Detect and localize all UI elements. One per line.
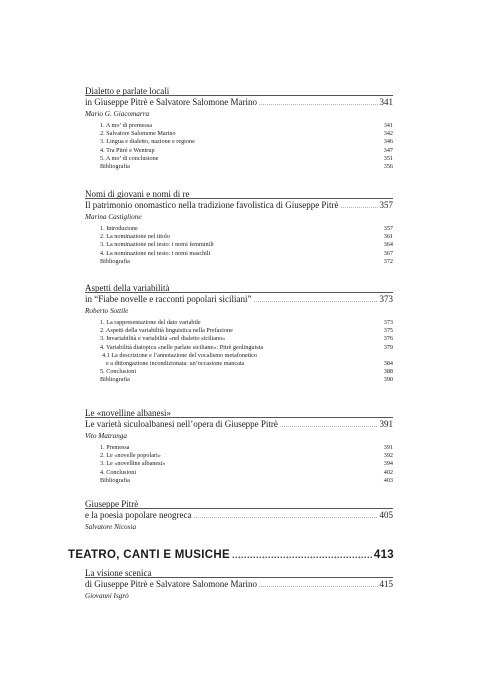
toc-subentry-label: 2. Le «novelle popolari» xyxy=(100,452,161,460)
dot-leader xyxy=(193,512,377,523)
toc-subentry-page: 346 xyxy=(383,138,393,146)
toc-subentry-label: 4. La nominazione nel testo: i nomi maschili xyxy=(100,249,211,257)
dot-leader xyxy=(232,548,372,562)
toc-entry-page: 357 xyxy=(379,200,393,210)
toc-entry-title-line xyxy=(85,200,393,213)
toc-entry-title: in “Fiabe novelle e racconti popolari siciliani” xyxy=(85,294,252,304)
title-rule xyxy=(85,508,393,509)
dot-leader xyxy=(259,99,378,110)
toc-subentry-label: 3. Invariabilità e variabilità «nel dialetto siciliano» xyxy=(100,335,226,343)
toc-entry-page: 391 xyxy=(379,419,393,429)
toc-subentry-label: Bibliografia xyxy=(100,476,130,484)
toc-entry-page: 415 xyxy=(379,579,393,589)
toc-subentry-page: 361 xyxy=(383,233,393,241)
toc-subentry-label: 2. Salvatore Salomone Marino xyxy=(100,130,176,138)
toc-entry-author: Vito Matranga xyxy=(85,432,127,440)
toc-entry-author: Marina Castiglione xyxy=(85,213,142,221)
toc-subentry-label: 1. A mo’ di premessa xyxy=(100,122,152,129)
toc-subentry-label: 4. Conclusioni xyxy=(100,468,137,476)
toc-subentry-label: 3. Lingua e dialetto, nazione e regione xyxy=(100,138,195,146)
toc-entry-title: Aspetti della variabilità xyxy=(85,283,170,293)
toc-entry-author: Salvatore Nicosia xyxy=(85,523,137,531)
toc-subentry-label: e a dittongazione incondizionata: un’occasione mancata xyxy=(106,360,245,367)
toc-subentry-page: 372 xyxy=(383,257,393,265)
toc-subentry-page: 364 xyxy=(383,241,393,249)
toc-subentry-page: 388 xyxy=(383,368,393,376)
toc-subentry-page: 342 xyxy=(383,130,393,138)
toc-entry-title: La visione scenica xyxy=(85,568,152,578)
section-page: 413 xyxy=(373,549,394,561)
toc-subentry-label: 4. Variabilità diatopica «nelle parlate siciliane»: Pitrè geolinguista xyxy=(100,343,264,351)
toc-entry-title: in Giuseppe Pitrè e Salvatore Salomone Marino xyxy=(85,97,257,107)
toc-subentry-page: 384 xyxy=(383,360,393,367)
toc-subentry-label: 1. Introduzione xyxy=(100,225,138,232)
toc-subentry-page: 391 xyxy=(383,444,393,451)
toc-entry-page: 405 xyxy=(379,510,393,520)
toc-subentry-page: 375 xyxy=(383,327,393,335)
toc-entry-title: Giuseppe Pitrè xyxy=(85,499,139,509)
toc-subentry-label: 2. Aspetti della variabilità linguistica nella Prefazione xyxy=(100,327,233,335)
section-heading xyxy=(68,548,394,562)
toc-subentry-page: 392 xyxy=(383,452,393,460)
toc-entry-author: Giovanni Isgrò xyxy=(85,592,129,600)
title-rule xyxy=(85,198,393,199)
toc-subentry-page: 347 xyxy=(383,146,393,154)
toc-subentry-label: 2. La nominazione nel titolo xyxy=(100,233,170,241)
title-rule xyxy=(85,577,393,578)
toc-entry-title: Il patrimonio onomastico nella tradizione favolistica di Giuseppe Pitrè xyxy=(85,200,339,210)
toc-subentry-page: 357 xyxy=(383,225,393,232)
toc-subentry-page: 351 xyxy=(383,154,393,162)
toc-subentry-page: 390 xyxy=(383,376,393,384)
toc-subentry-label: 1. Premessa xyxy=(100,444,130,451)
dot-leader xyxy=(280,421,378,432)
toc-subentry-label: Bibliografia xyxy=(100,163,130,170)
toc-subentry-label: 1. La rappresentazione del dato variabile xyxy=(100,319,201,326)
toc-entry-title-line xyxy=(85,579,393,592)
toc-subentry-label: 5. A mo’ di conclusione xyxy=(100,154,159,162)
toc-entry-title: e la poesia popolare neogreca xyxy=(85,510,192,520)
toc-subentry-label: Bibliografia xyxy=(100,376,130,384)
toc-entry-author: Roberto Sottile xyxy=(85,307,129,315)
dot-leader xyxy=(259,581,378,592)
toc-entry-title: Le varietà siculoalbanesi nell’opera di Giuseppe Pitrè xyxy=(85,419,278,429)
toc-subentry-page: 341 xyxy=(383,122,393,129)
toc-entry-page: 341 xyxy=(379,97,393,107)
toc-subentry-page: 376 xyxy=(383,335,393,343)
toc-subentry-label: 4.1 La descrizione e l’annotazione del vocalismo metafonetico xyxy=(102,351,257,359)
toc-entry-title-line xyxy=(85,419,393,432)
title-rule xyxy=(85,95,393,96)
toc-subentry-page: 379 xyxy=(383,343,393,351)
toc-entry-title-line xyxy=(85,97,393,110)
dot-leader xyxy=(340,202,377,213)
toc-subentry-label: 4. Tra Pitrè e Wentrup xyxy=(100,146,155,154)
section-title: TEATRO, CANTI E MUSICHE xyxy=(68,549,230,561)
dot-leader xyxy=(253,296,377,307)
toc-subentry-page: 402 xyxy=(383,468,393,476)
toc-subentry-page: 356 xyxy=(383,163,393,170)
toc-entry-title-line xyxy=(85,294,393,307)
toc-subentry-label: 3. La nominazione nel testo: i nomi femminili xyxy=(100,241,214,249)
toc-entry-title: Nomi di giovani e nomi di re xyxy=(85,189,190,199)
toc-entry-title: Dialetto e parlate locali xyxy=(85,86,170,96)
toc-subentry-page: 373 xyxy=(383,319,393,326)
title-rule xyxy=(85,292,393,293)
toc-subentry-page: 367 xyxy=(383,249,393,257)
toc-entry-title: di Giuseppe Pitrè e Salvatore Salomone Marino xyxy=(85,579,257,589)
toc-subentry-page: 394 xyxy=(383,460,393,468)
toc-entry-page: 373 xyxy=(379,294,393,304)
toc-subentry-page: 403 xyxy=(383,476,393,484)
toc-entry-title-line xyxy=(85,510,393,523)
toc-subentry-label: Bibliografia xyxy=(100,257,130,265)
toc-subentry-label: 5. Conclusioni xyxy=(100,368,137,376)
toc-subentry-label: 3. Le «novelline albanesi» xyxy=(100,460,166,468)
toc-entry-author: Mario G. Giacomarra xyxy=(85,110,150,118)
title-rule xyxy=(85,417,393,418)
toc-entry-title: Le «novelline albanesi» xyxy=(85,408,171,418)
